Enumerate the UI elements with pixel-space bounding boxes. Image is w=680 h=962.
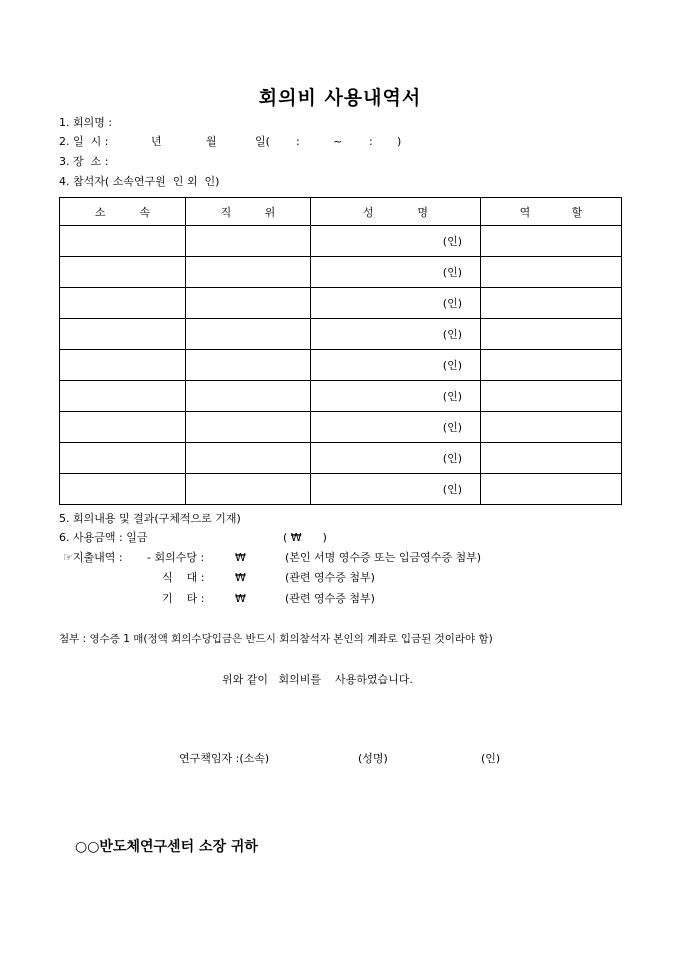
position-cell[interactable] xyxy=(186,257,311,288)
affiliation-cell[interactable] xyxy=(60,474,186,505)
role-cell[interactable] xyxy=(481,381,622,412)
role-cell[interactable] xyxy=(481,319,622,350)
usage-amount-won: ( ₩ ) xyxy=(283,531,327,544)
year-label: 년 xyxy=(151,135,162,148)
affiliation-cell[interactable] xyxy=(60,319,186,350)
table-header-row xyxy=(60,198,622,226)
expense-item-won: ₩ xyxy=(235,571,246,584)
table-row xyxy=(60,443,622,474)
position-cell[interactable] xyxy=(186,288,311,319)
role-cell[interactable] xyxy=(481,288,622,319)
attendees-label: 4. 참석자( 소속연구원 인 외 인) xyxy=(59,175,220,188)
attachment-note: 첨부 : 영수증 1 매(정액 회의수당입금은 반드시 회의참석자 본인의 계좌로 입금된 것이라야 함) xyxy=(59,633,493,645)
affiliation-cell[interactable] xyxy=(60,350,186,381)
expense-item-note: (관련 영수증 첨부) xyxy=(285,592,375,605)
role-cell[interactable] xyxy=(481,412,622,443)
expense-item-name: 기 타 : xyxy=(162,592,205,605)
hour-colon: : xyxy=(296,135,300,148)
name-cell[interactable]: (인) xyxy=(311,474,481,505)
position-cell[interactable] xyxy=(186,412,311,443)
affiliation-cell[interactable] xyxy=(60,381,186,412)
affiliation-cell[interactable] xyxy=(60,443,186,474)
usage-amount-label: 6. 사용금액 : 일금 xyxy=(59,531,148,544)
role-cell[interactable] xyxy=(481,226,622,257)
name-cell[interactable]: (인) xyxy=(311,443,481,474)
datetime-label: 2. 일 시 : xyxy=(59,135,109,148)
attendee-table xyxy=(59,197,622,505)
meeting-content-label: 5. 회의내용 및 결과(구체적으로 기재) xyxy=(59,512,241,525)
header-name: 성 명 xyxy=(311,198,481,226)
place-label: 3. 장 소 : xyxy=(59,155,109,168)
role-cell[interactable] xyxy=(481,350,622,381)
table-row xyxy=(60,257,622,288)
table-row xyxy=(60,226,622,257)
table-row xyxy=(60,381,622,412)
expense-item-note: (관련 영수증 첨부) xyxy=(285,571,375,584)
affiliation-cell[interactable] xyxy=(60,257,186,288)
day-label: 일( xyxy=(255,135,270,148)
expense-item-won: ₩ xyxy=(235,592,246,605)
affiliation-cell[interactable] xyxy=(60,412,186,443)
signature-name-label: (성명) xyxy=(358,752,388,765)
table-row xyxy=(60,350,622,381)
document-title: 회의비 사용내역서 xyxy=(258,87,422,109)
month-label: 월 xyxy=(206,135,217,148)
name-cell[interactable]: (인) xyxy=(311,288,481,319)
name-cell[interactable]: (인) xyxy=(311,319,481,350)
position-cell[interactable] xyxy=(186,350,311,381)
header-position: 직 위 xyxy=(186,198,311,226)
name-cell[interactable]: (인) xyxy=(311,381,481,412)
statement-text: 위와 같이 회의비를 사용하였습니다. xyxy=(222,673,413,686)
name-cell[interactable]: (인) xyxy=(311,257,481,288)
meeting-name-label: 1. 회의명 : xyxy=(59,116,113,129)
time-tilde: ~ xyxy=(333,135,343,148)
end-hour-colon: : xyxy=(369,135,373,148)
header-affiliation: 소 속 xyxy=(60,198,186,226)
name-cell[interactable]: (인) xyxy=(311,226,481,257)
table-row xyxy=(60,288,622,319)
affiliation-cell[interactable] xyxy=(60,226,186,257)
name-cell[interactable]: (인) xyxy=(311,412,481,443)
position-cell[interactable] xyxy=(186,319,311,350)
table-row xyxy=(60,319,622,350)
table-row xyxy=(60,474,622,505)
close-paren: ) xyxy=(397,135,402,148)
expense-item-won: ₩ xyxy=(235,551,246,564)
position-cell[interactable] xyxy=(186,443,311,474)
role-cell[interactable] xyxy=(481,474,622,505)
signature-seal: (인) xyxy=(481,752,501,765)
recipient-line: ○○반도체연구센터 소장 귀하 xyxy=(75,839,258,855)
name-cell[interactable]: (인) xyxy=(311,350,481,381)
role-cell[interactable] xyxy=(481,443,622,474)
role-cell[interactable] xyxy=(481,257,622,288)
affiliation-cell[interactable] xyxy=(60,288,186,319)
position-cell[interactable] xyxy=(186,474,311,505)
expense-item-name: - 회의수당 : xyxy=(147,551,205,564)
responsible-researcher-label: 연구책임자 :(소속) xyxy=(179,752,270,765)
table-row xyxy=(60,412,622,443)
position-cell[interactable] xyxy=(186,381,311,412)
header-role: 역 할 xyxy=(481,198,622,226)
position-cell[interactable] xyxy=(186,226,311,257)
expense-item-note: (본인 서명 영수증 또는 입금영수증 첨부) xyxy=(285,551,482,564)
expense-item-name: 식 대 : xyxy=(162,571,205,584)
expense-label: ☞지출내역 : xyxy=(63,551,123,564)
